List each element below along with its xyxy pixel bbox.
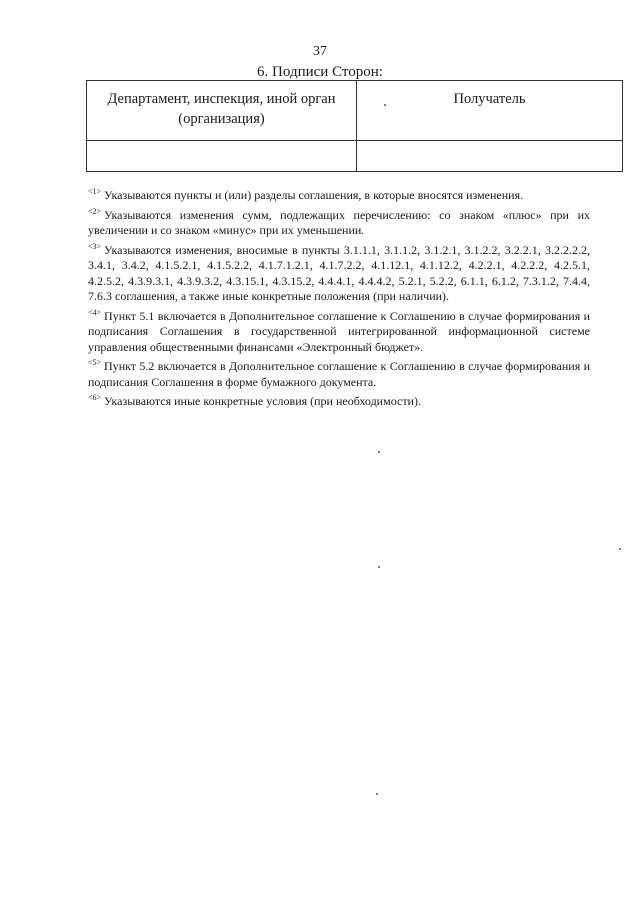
signature-blank-row (87, 141, 623, 172)
footnote-6 (88, 394, 590, 410)
footnote-text: Указываются пункты и (или) разделы соглашения, в которые вносятся изменения. (104, 188, 524, 202)
footnote-1 (88, 188, 590, 204)
footnote-marker: <1> (88, 187, 102, 196)
footnote-text: Указываются иные конкретные условия (при необходимости). (104, 394, 421, 408)
signature-left-cell (87, 141, 357, 172)
signature-right-cell (357, 141, 623, 172)
signature-table-header-row (87, 81, 623, 141)
signature-table (86, 80, 623, 172)
footnote-marker: <6> (88, 393, 102, 402)
footnote-marker: <3> (88, 241, 102, 251)
footnote-2 (88, 208, 590, 239)
footnote-text: Указываются изменения, вносимые в пункты 3.1.1.1, 3.1.1.2, 3.1.2.1, 3.1.2.2, 3.2.2.1, 3.2.2.2.2, 3.4.1, 3.4.2, 4.1.5.2.1, 4.1.5.2.2, 4.1.7.1.2.1, 4.1.7.2.2, 4.1.12.1, 4.1.12.2, 4.2.2.1, 4.2.2.2, 4.2.5.1, 4.2.5.2, 4.3.9.3.1, 4.3.9.3.2, 4.3.15.1, 4.3.15.2, 4.4.4.1, 4.4.4.2, 5.2.1, 5.2.2, 6.1.1, 6.1.2, 7.3.1.2, 7.4.4, 7.6.3 соглашения, а также иные конкретные положения (при наличии). (88, 242, 590, 303)
signature-left-header: Департамент, инспекция, иной орган (организация) (87, 81, 357, 141)
section-title: 6. Подписи Сторон: (257, 64, 383, 80)
footnote-text: Пункт 5.1 включается в Дополнительное соглашение к Соглашению в случае формирования и подписания Соглашения в государственной интегрированной информационной системе управления общественными финансами «Электронный бюджет». (88, 308, 590, 354)
scan-speck (378, 566, 380, 568)
footnote-marker: <2> (88, 206, 102, 216)
footnote-3 (88, 243, 590, 305)
footnote-text: Указываются изменения сумм, подлежащих перечислению: со знаком «плюс» при их увеличении и со знаком «минус» при их уменьшении. (88, 207, 590, 237)
scan-speck (376, 793, 378, 795)
page-number: 37 (313, 44, 327, 59)
scan-speck (619, 548, 621, 550)
scan-speck (378, 451, 380, 453)
signature-right-header: Получатель (357, 81, 623, 141)
footnote-text: Пункт 5.2 включается в Дополнительное соглашение к Соглашению в случае формирования и подписания Соглашения в форме бумажного документа. (88, 359, 590, 389)
scan-speck (384, 104, 386, 106)
footnote-marker: <4> (88, 307, 102, 317)
footnotes (88, 188, 590, 414)
footnote-5 (88, 359, 590, 390)
footnote-marker: <5> (88, 358, 102, 367)
footnote-4 (88, 309, 590, 356)
